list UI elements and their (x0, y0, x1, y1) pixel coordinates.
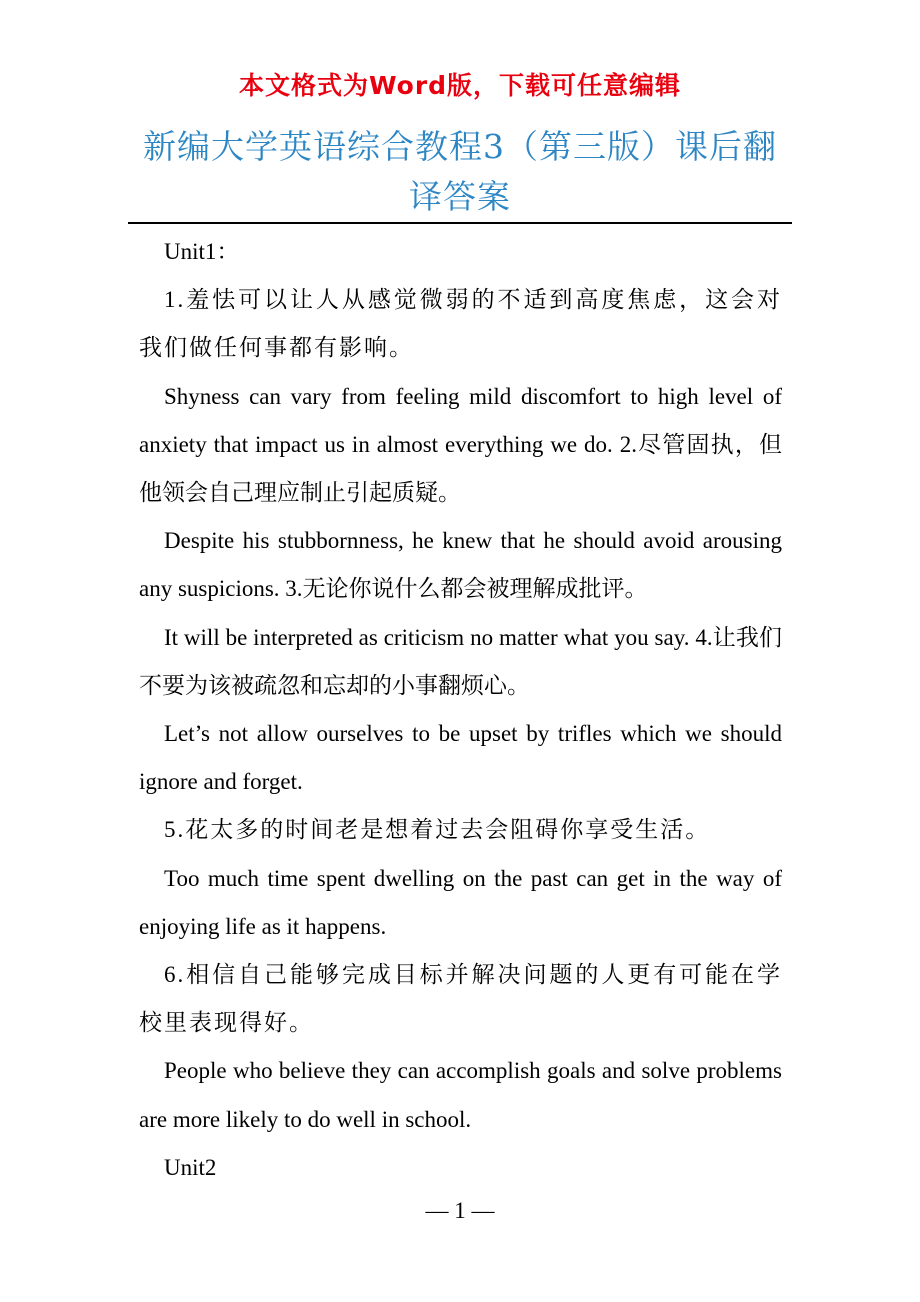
paragraph: It will be interpreted as criticism no matter what you say. 4.让我们不要为该被疏忽和忘却的小事翻烦心。 (139, 624, 782, 698)
paragraph: Too much time spent dwelling on the past can get in the way of enjoying life as it happens. (139, 865, 782, 939)
paragraph: Let’s not allow ourselves to be upset by trifles which we should ignore and forget. (139, 721, 782, 795)
paragraph: People who believe they can accomplish goals and solve problems are more likely to do well in school. (139, 1058, 782, 1132)
unit-heading: Unit2 (164, 1154, 217, 1180)
document-title: 新编大学英语综合教程3（第三版）课后翻译答案 (143, 127, 777, 216)
unit-heading: Unit1： (164, 239, 240, 264)
paragraph: 6.相信自己能够完成目标并解决问题的人更有可能在学校里表现得好。 (139, 962, 782, 1036)
page-number: — 1 — (425, 1198, 495, 1223)
paragraph: 1.羞怯可以让人从感觉微弱的不适到高度焦虑，这会对我们做任何事都有影响。 (139, 287, 782, 361)
download-notice: 本文格式为Word版，下载可任意编辑 (238, 71, 682, 100)
document-body (139, 228, 782, 1192)
title-divider (128, 222, 792, 224)
paragraph: 5.花太多的时间老是想着过去会阻碍你享受生活。 (164, 817, 711, 843)
paragraph: Despite his stubbornness, he knew that he should avoid arousing any suspicions. 3.无论你说什么都会被理解成批评。 (139, 528, 782, 602)
paragraph: Shyness can vary from feeling mild discomfort to high level of anxiety that impact us in almost everything we do. 2.尽管固执，但他领会自己理应制止引起质疑。 (139, 383, 782, 506)
